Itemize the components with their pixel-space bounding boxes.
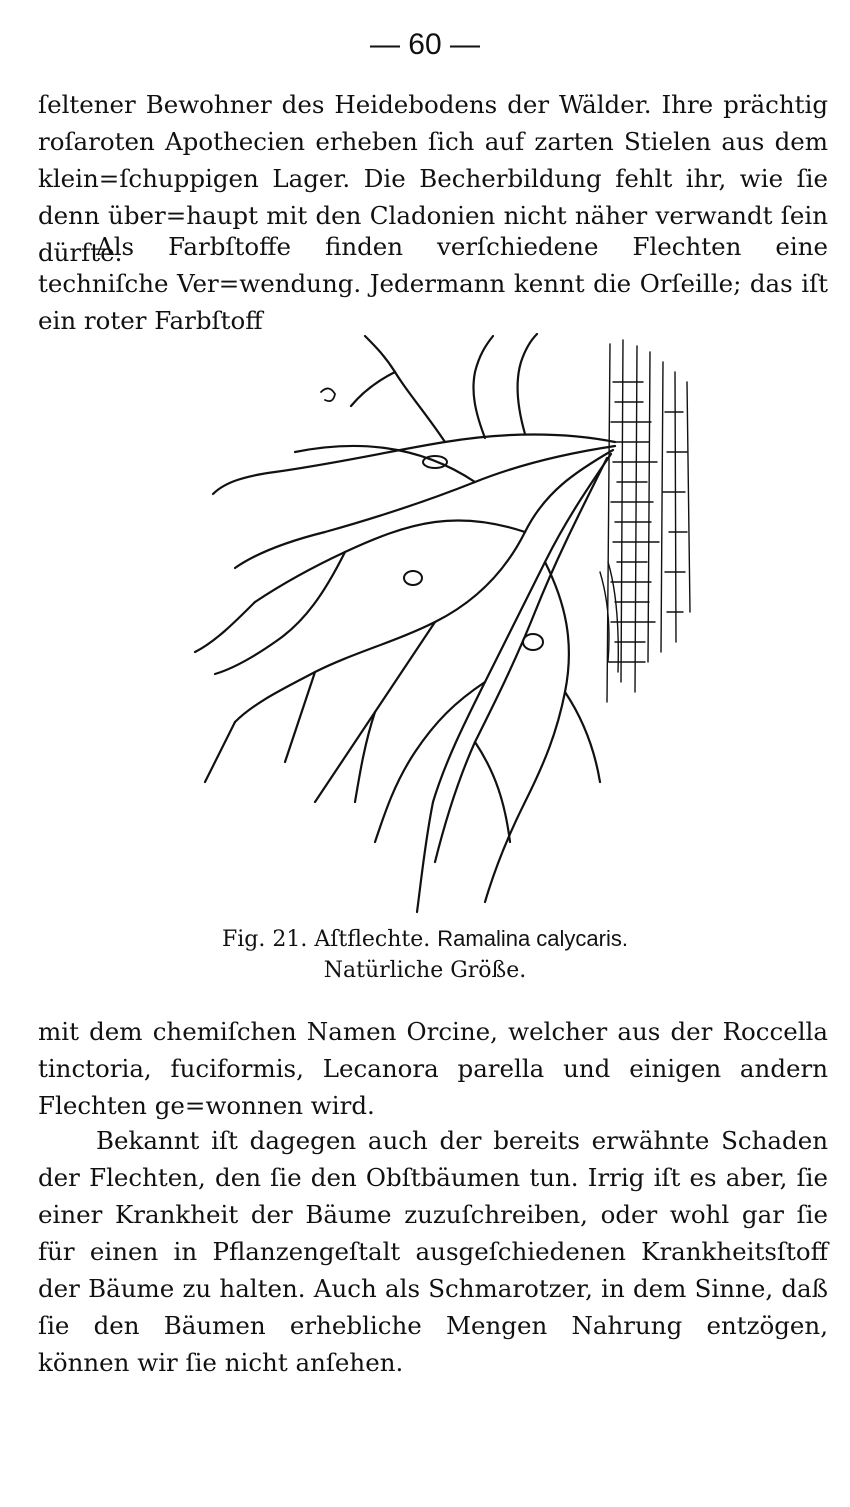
page-number: — 60 — xyxy=(369,28,481,61)
paragraph-dyes: Als Farbſtoffe finden verſchiedene Flechten eine techniſche Ver=wendung. Jedermann kennt die Orſeille; das iſt ein roter Farbſtoff xyxy=(38,232,828,335)
figure-label: Fig. 21. xyxy=(221,927,308,952)
paragraph-orcine: mit dem chemiſchen Namen Orcine, welcher aus der Roccella tinctoria, fuciformis, Lecanora parella und einigen andern Flechten ge=wonnen wird. xyxy=(38,1017,828,1120)
paragraph-heath-lichen: ſeltener Bewohner des Heidebodens der Wälder. Ihre prächtig roſaroten Apothecien erheben ſich auf zarten Stielen aus dem klein=ſchuppigen Lager. Die Becherbildung fehlt ihr, wie ſie denn über=haupt mit den Cladonien nicht näher verwandt ſein dürfte. xyxy=(38,90,828,267)
bark-texture xyxy=(600,340,690,702)
figure-title: Aſtflechte. xyxy=(314,927,431,952)
lichen-branches xyxy=(195,334,615,912)
figure-size-note: Natürliche Größe. xyxy=(323,958,527,983)
apothecium-cup xyxy=(523,634,543,650)
figure-species: Ramalina calycaris. xyxy=(437,926,628,951)
apothecium-cup xyxy=(404,571,422,585)
lichen-illustration xyxy=(145,322,705,918)
paragraph-damage: Bekannt iſt dagegen auch der bereits erwähnte Schaden der Flechten, den ſie den Obſtbäumen tun. Irrig iſt es aber, ſie einer Krankheit der Bäume zuzuſchreiben, oder wohl gar ſie für einen in Pflanzengeſtalt ausgeſchiedenen Krankheitsſtoff der Bäume zu halten. Auch als Schmarotzer, in dem Sinne, daß ſie den Bäumen erhebliche Mengen Nahrung entzögen, können wir ſie nicht anſehen. xyxy=(38,1126,828,1377)
caption-line-1 xyxy=(0,923,850,955)
figure-caption xyxy=(0,923,850,986)
